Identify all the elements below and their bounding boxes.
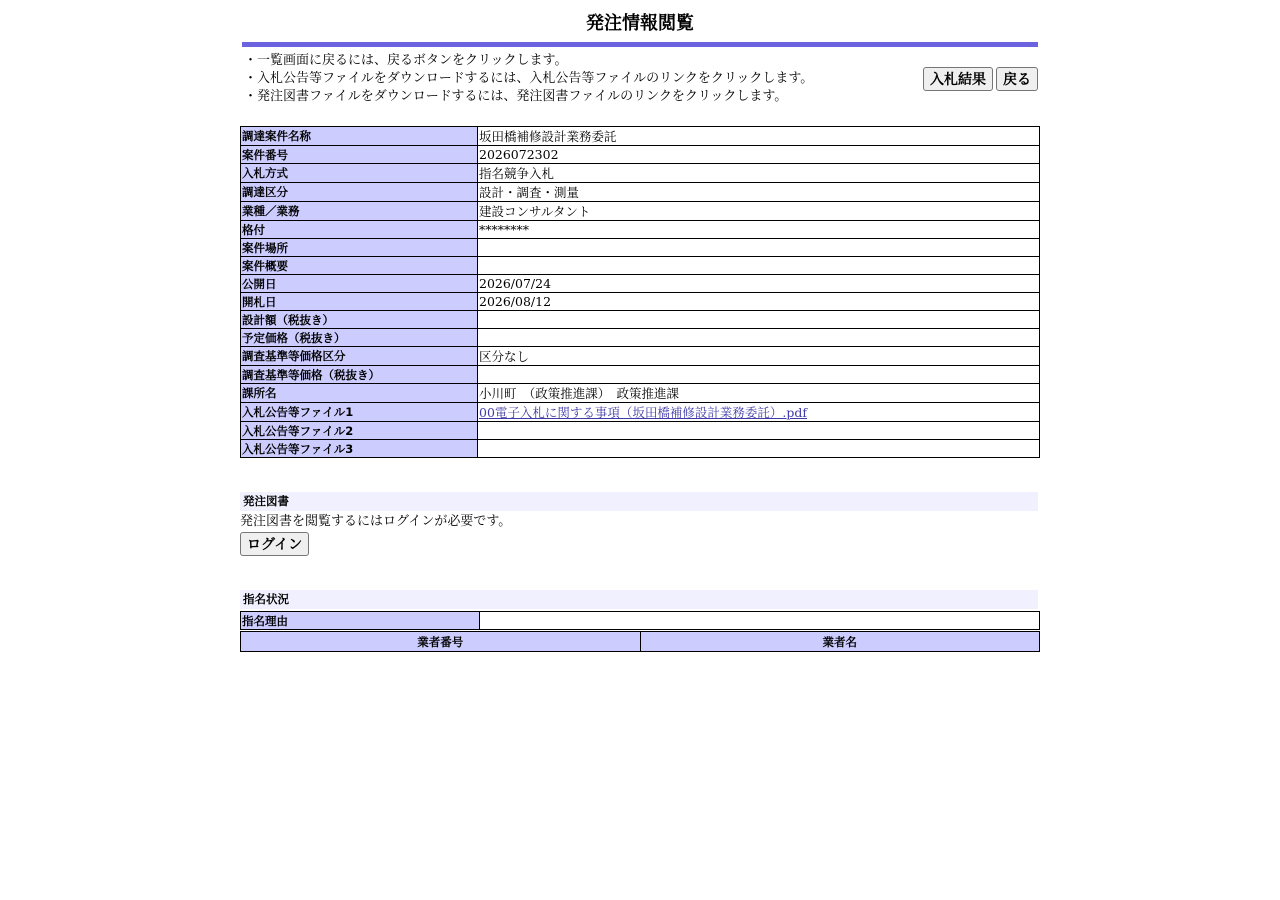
- row-value: 小川町 （政策推進課） 政策推進課: [478, 384, 1040, 403]
- row-label: 課所名: [241, 384, 478, 403]
- table-row: [241, 366, 1040, 384]
- page-title: 発注情報閲覧: [586, 13, 694, 34]
- row-value: [478, 422, 1040, 440]
- row-value: [478, 366, 1040, 384]
- order-documents-section: [240, 492, 1040, 556]
- back-button[interactable]: 戻る: [996, 67, 1038, 91]
- page-container: [240, 0, 1040, 652]
- table-row: [241, 612, 1040, 630]
- row-label: 調達案件名称: [241, 127, 478, 146]
- row-label: 入札公告等ファイル2: [241, 422, 478, 440]
- row-value: [478, 440, 1040, 458]
- row-value: [480, 612, 1040, 630]
- row-value: [478, 239, 1040, 257]
- row-value: ********: [478, 221, 1040, 239]
- table-row: [241, 202, 1040, 221]
- table-row: [241, 293, 1040, 311]
- vendor-table: [240, 631, 1040, 652]
- table-row: [241, 146, 1040, 164]
- column-header-vendor-name: 業者名: [640, 632, 1040, 652]
- row-label: 予定価格（税抜き）: [241, 329, 478, 347]
- help-line: ・ 一覧画面に戻るには、戻るボタンをクリックします。: [244, 52, 1040, 70]
- row-value: [478, 311, 1040, 329]
- table-row: [241, 422, 1040, 440]
- row-label: 調達区分: [241, 183, 478, 202]
- action-buttons: [923, 67, 1038, 91]
- row-label: 入札公告等ファイル3: [241, 440, 478, 458]
- row-value: 指名競争入札: [478, 164, 1040, 183]
- row-label: 入札公告等ファイル1: [241, 403, 478, 422]
- row-label: 指名理由: [241, 612, 480, 630]
- row-value: 2026/08/12: [478, 293, 1040, 311]
- table-row: [241, 239, 1040, 257]
- login-button[interactable]: ログイン: [240, 532, 309, 556]
- table-row: [241, 403, 1040, 422]
- row-label: 業種／業務: [241, 202, 478, 221]
- case-info-table: [240, 126, 1040, 458]
- nomination-status-section: [240, 590, 1040, 652]
- table-row: [241, 329, 1040, 347]
- row-label: 開札日: [241, 293, 478, 311]
- row-value: 坂田橋補修設計業務委託: [478, 127, 1040, 146]
- row-label: 格付: [241, 221, 478, 239]
- help-list: [240, 47, 1040, 106]
- login-required-message: 発注図書を閲覧するにはログインが必要です。: [240, 514, 512, 529]
- row-label: 調査基準等価格（税抜き）: [241, 366, 478, 384]
- section-heading: 発注図書: [240, 492, 1038, 511]
- row-value: 区分なし: [478, 347, 1040, 366]
- row-label: 案件場所: [241, 239, 478, 257]
- help-section: [240, 47, 1040, 111]
- row-label: 公開日: [241, 275, 478, 293]
- nomination-reason-table: [240, 611, 1040, 630]
- section-heading: 指名状況: [240, 590, 1038, 609]
- row-label: 案件番号: [241, 146, 478, 164]
- table-row: [241, 440, 1040, 458]
- row-value: [478, 403, 1040, 422]
- table-header-row: [241, 632, 1040, 652]
- row-label: 調査基準等価格区分: [241, 347, 478, 366]
- row-label: 設計額（税抜き）: [241, 311, 478, 329]
- row-value: [478, 257, 1040, 275]
- table-row: [241, 257, 1040, 275]
- table-row: [241, 311, 1040, 329]
- table-row: [241, 164, 1040, 183]
- notice-file-1-link[interactable]: 00電子入札に関する事項（坂田橋補修設計業務委託）.pdf: [479, 405, 808, 420]
- help-line: ・ 入札公告等ファイルをダウンロードするには、入札公告等ファイルのリンクをクリックします。: [244, 70, 1040, 88]
- row-value: 2026/07/24: [478, 275, 1040, 293]
- row-label: 入札方式: [241, 164, 478, 183]
- table-row: [241, 221, 1040, 239]
- row-value: 2026072302: [478, 146, 1040, 164]
- table-row: [241, 275, 1040, 293]
- column-header-vendor-number: 業者番号: [241, 632, 641, 652]
- row-value: [478, 329, 1040, 347]
- row-label: 案件概要: [241, 257, 478, 275]
- table-row: [241, 183, 1040, 202]
- table-row: [241, 127, 1040, 146]
- bid-result-button[interactable]: 入札結果: [923, 67, 993, 91]
- table-row: [241, 384, 1040, 403]
- row-value: 設計・調査・測量: [478, 183, 1040, 202]
- row-value: 建設コンサルタント: [478, 202, 1040, 221]
- help-line: ・ 発注図書ファイルをダウンロードするには、発注図書ファイルのリンクをクリックします。: [244, 88, 1040, 106]
- table-row: [241, 347, 1040, 366]
